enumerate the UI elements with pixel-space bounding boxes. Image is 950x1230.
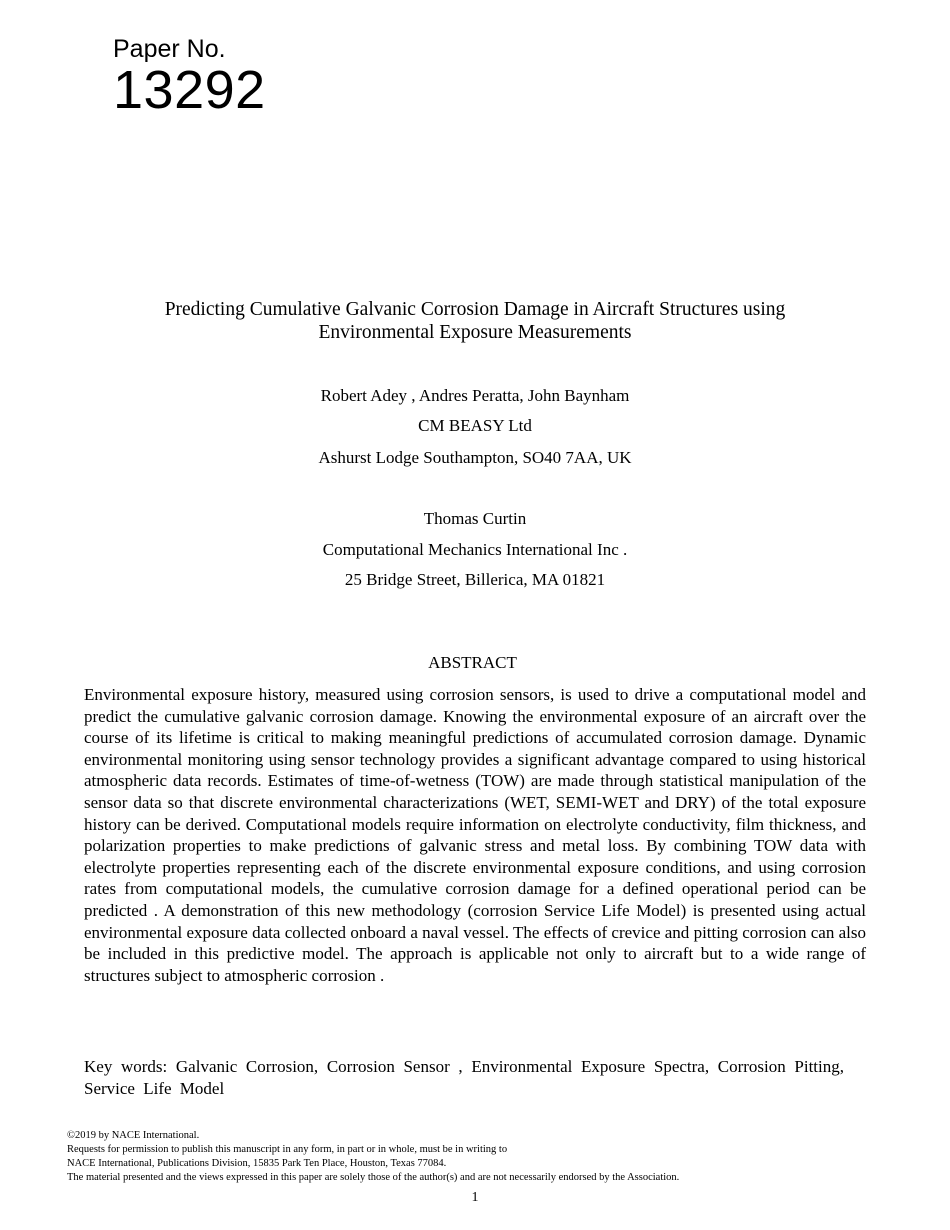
paper-title <box>60 298 890 344</box>
paper-number-label: Paper No. <box>113 35 226 63</box>
paper-number: 13292 <box>113 60 266 120</box>
author-address-1: Ashurst Lodge Southampton, SO40 7AA, UK <box>318 448 632 467</box>
author-names-2: Thomas Curtin <box>423 509 527 528</box>
abstract-heading: ABSTRACT <box>428 653 517 672</box>
page-number: 1 <box>471 1190 479 1205</box>
footer-line: The material presented and the views expressed in this paper are solely those of the author(s) and are not necessarily endorsed by the Association. <box>67 1172 680 1183</box>
paper-title-line-2: Environmental Exposure Measurements <box>318 322 632 343</box>
author-names-1: Robert Adey , Andres Peratta, John Baynham <box>320 386 630 405</box>
copyright-footer <box>67 1129 679 1185</box>
author-affiliation-1: CM BEASY Ltd <box>418 416 532 435</box>
abstract-text: Environmental exposure history, measured using corrosion sensors, is used to drive a computational model and predict the cumulative galvanic corrosion damage. Knowing the environmental exposure of an aircraft over the course of its lifetime is critical to making meaningful predictions of accumulated corrosion damage. Dynamic environmental monitoring using sensor technology provides a significant advantage compared to using historical atmospheric data records. Estimates of time-of-wetness (TOW) are made through statistical manipulation of the sensor data so that discrete environmental characterizations (WET, SEMI-WET and DRY) of the total exposure history can be derived. Computational models require information on electrolyte conductivity, film thickness, and polarization properties to make predictions of galvanic stress and metal loss. By combining TOW data with electrolyte properties representing each of the discrete environmental exposure conditions, and using corrosion rates from computational models, the cumulative corrosion damage for a defined operational period can be predicted . A demonstration of this new methodology (corrosion Service Life Model) is presented using actual environmental exposure data collected onboard a naval vessel. The effects of crevice and pitting corrosion can also be included in this predictive model. The approach is applicable not only to aircraft but to a wide range of structures subject to atmospheric corrosion . <box>84 685 866 985</box>
footer-line: ©2019 by NACE International. <box>67 1130 200 1141</box>
footer-line: NACE International, Publications Division, 15835 Park Ten Place, Houston, Texas 77084. <box>67 1158 447 1169</box>
author-affiliation-2: Computational Mechanics International Inc . <box>322 540 628 559</box>
footer-line: Requests for permission to publish this manuscript in any form, in part or in whole, must be in writing to <box>67 1144 508 1155</box>
paper-title-line-1: Predicting Cumulative Galvanic Corrosion Damage in Aircraft Structures using <box>164 299 786 320</box>
author-address-2: 25 Bridge Street, Billerica, MA 01821 <box>344 570 606 589</box>
paper-number-block <box>113 34 266 120</box>
keywords: Key words: Galvanic Corrosion, Corrosion Sensor , Environmental Exposure Spectra, Corrosion Pitting, Service Life Model <box>84 1057 844 1098</box>
